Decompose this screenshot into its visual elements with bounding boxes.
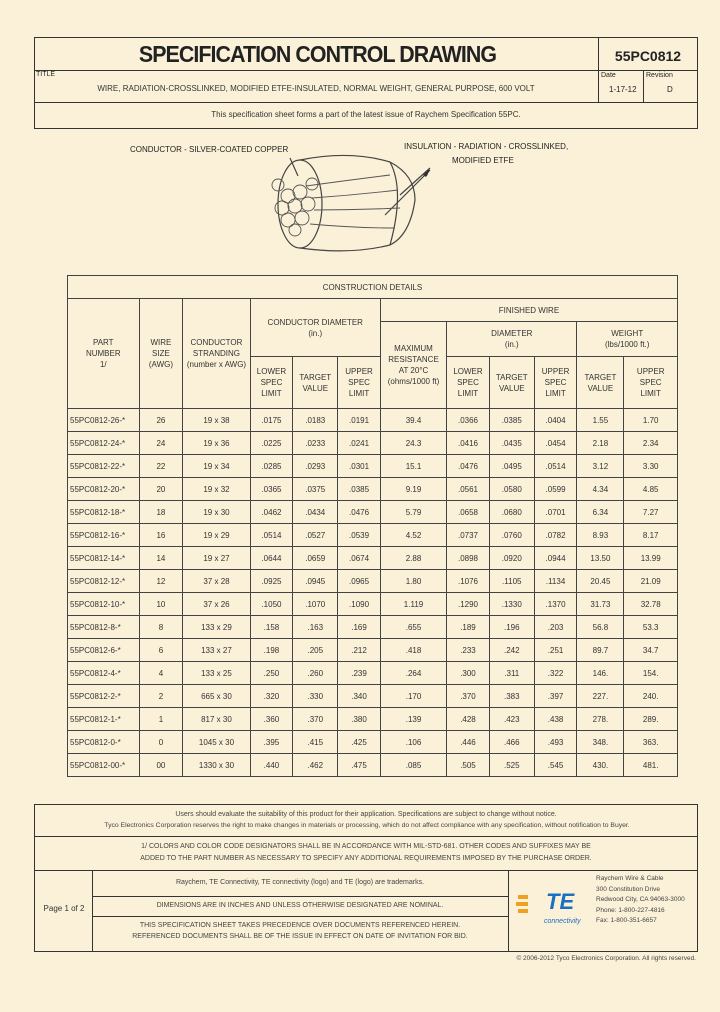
table-caption: CONSTRUCTION DETAILS bbox=[68, 276, 678, 299]
notice-suitability: Users should evaluate the suitability of this product for their application. Specifications are subject to change without notice. bbox=[175, 811, 557, 818]
table-cell: .0925 bbox=[250, 570, 293, 593]
table-cell: .0366 bbox=[447, 409, 490, 432]
table-row bbox=[68, 639, 678, 662]
table-cell: .330 bbox=[293, 685, 338, 708]
table-cell: .0285 bbox=[250, 455, 293, 478]
table-cell: 24 bbox=[139, 432, 183, 455]
table-cell: 55PC0812-2-* bbox=[68, 685, 140, 708]
table-cell: 13.50 bbox=[577, 547, 624, 570]
precedence-note-2: REFERENCED DOCUMENTS SHALL BE OF THE ISSUE IN EFFECT ON DATE OF INVITATION FOR BID. bbox=[132, 933, 468, 940]
table-cell: .260 bbox=[293, 662, 338, 685]
page-title: SPECIFICATION CONTROL DRAWING bbox=[138, 41, 497, 67]
table-cell: .1134 bbox=[534, 570, 577, 593]
table-cell: 4 bbox=[139, 662, 183, 685]
table-cell: .545 bbox=[534, 754, 577, 777]
table-cell: 19 x 38 bbox=[183, 409, 250, 432]
table-cell: 55PC0812-12-* bbox=[68, 570, 140, 593]
table-cell: 20.45 bbox=[577, 570, 624, 593]
table-cell: .0301 bbox=[338, 455, 381, 478]
table-row bbox=[68, 616, 678, 639]
table-cell: 8 bbox=[139, 616, 183, 639]
table-row bbox=[68, 570, 678, 593]
table-cell: .0920 bbox=[489, 547, 534, 570]
sub-target: TARGET VALUE bbox=[577, 357, 624, 409]
table-row bbox=[68, 708, 678, 731]
table-row bbox=[68, 662, 678, 685]
table-cell: .322 bbox=[534, 662, 577, 685]
table-cell: 12 bbox=[139, 570, 183, 593]
table-cell: 2 bbox=[139, 685, 183, 708]
table-cell: 13.99 bbox=[624, 547, 678, 570]
table-cell: 146. bbox=[577, 662, 624, 685]
col-conductor-diameter: CONDUCTOR DIAMETER (in.) bbox=[250, 299, 380, 357]
table-cell: .1076 bbox=[447, 570, 490, 593]
table-cell: 1.55 bbox=[577, 409, 624, 432]
table-cell: .505 bbox=[447, 754, 490, 777]
table-cell: 3.30 bbox=[624, 455, 678, 478]
table-cell: .0183 bbox=[293, 409, 338, 432]
table-cell: 4.34 bbox=[577, 478, 624, 501]
table-cell: .0658 bbox=[447, 501, 490, 524]
date-value: 1-17-12 bbox=[609, 85, 637, 94]
te-logo bbox=[516, 885, 590, 935]
table-cell: 6 bbox=[139, 639, 183, 662]
table-cell: .0680 bbox=[489, 501, 534, 524]
table-cell: .525 bbox=[489, 754, 534, 777]
wire-illustration bbox=[240, 140, 460, 260]
table-cell: .0233 bbox=[293, 432, 338, 455]
table-cell: 1045 x 30 bbox=[183, 731, 250, 754]
table-cell: .0404 bbox=[534, 409, 577, 432]
table-cell: .0293 bbox=[293, 455, 338, 478]
table-cell: .423 bbox=[489, 708, 534, 731]
table-cell: 2.18 bbox=[577, 432, 624, 455]
table-row bbox=[68, 455, 678, 478]
table-cell: .0365 bbox=[250, 478, 293, 501]
table-cell: .170 bbox=[380, 685, 446, 708]
sub-upper: UPPER SPEC LIMIT bbox=[624, 357, 678, 409]
table-cell: 278. bbox=[577, 708, 624, 731]
spec-note: This specification sheet forms a part of the latest issue of Raychem Specification 55PC. bbox=[211, 110, 521, 119]
table-cell: 14 bbox=[139, 547, 183, 570]
table-cell: 39.4 bbox=[380, 409, 446, 432]
table-cell: 34.7 bbox=[624, 639, 678, 662]
table-row bbox=[68, 547, 678, 570]
table-cell: .1105 bbox=[489, 570, 534, 593]
table-cell: 31.73 bbox=[577, 593, 624, 616]
table-cell: 8.93 bbox=[577, 524, 624, 547]
col-max-resistance: MAXIMUM RESISTANCE AT 20°C (ohms/1000 ft) bbox=[380, 322, 446, 409]
table-cell: 1.70 bbox=[624, 409, 678, 432]
table-cell: 348. bbox=[577, 731, 624, 754]
table-cell: .0241 bbox=[338, 432, 381, 455]
table-cell: 4.52 bbox=[380, 524, 446, 547]
table-cell: .1290 bbox=[447, 593, 490, 616]
table-cell: .189 bbox=[447, 616, 490, 639]
col-stranding: CONDUCTOR STRANDING (number x AWG) bbox=[183, 299, 250, 409]
table-cell: 55PC0812-24-* bbox=[68, 432, 140, 455]
table-cell: 55PC0812-00-* bbox=[68, 754, 140, 777]
table-cell: .0527 bbox=[293, 524, 338, 547]
table-cell: .0644 bbox=[250, 547, 293, 570]
table-cell: .163 bbox=[293, 616, 338, 639]
table-cell: .475 bbox=[338, 754, 381, 777]
table-cell: .1330 bbox=[489, 593, 534, 616]
table-cell: .0191 bbox=[338, 409, 381, 432]
table-cell: 8.17 bbox=[624, 524, 678, 547]
table-cell: .0599 bbox=[534, 478, 577, 501]
table-cell: 55PC0812-6-* bbox=[68, 639, 140, 662]
table-cell: .0737 bbox=[447, 524, 490, 547]
table-cell: 37 x 28 bbox=[183, 570, 250, 593]
table-cell: 22 bbox=[139, 455, 183, 478]
table-cell: 9.19 bbox=[380, 478, 446, 501]
table-cell: .0659 bbox=[293, 547, 338, 570]
table-cell: 53.3 bbox=[624, 616, 678, 639]
table-cell: .0225 bbox=[250, 432, 293, 455]
table-cell: .0561 bbox=[447, 478, 490, 501]
table-cell: .196 bbox=[489, 616, 534, 639]
table-cell: 55PC0812-26-* bbox=[68, 409, 140, 432]
table-cell: 2.34 bbox=[624, 432, 678, 455]
table-cell: .370 bbox=[447, 685, 490, 708]
col-wire-size: WIRE SIZE (AWG) bbox=[139, 299, 183, 409]
table-cell: .300 bbox=[447, 662, 490, 685]
table-cell: .0375 bbox=[293, 478, 338, 501]
table-cell: .0385 bbox=[489, 409, 534, 432]
table-cell: .251 bbox=[534, 639, 577, 662]
table-cell: 55PC0812-1-* bbox=[68, 708, 140, 731]
sub-target: TARGET VALUE bbox=[293, 357, 338, 409]
table-cell: .360 bbox=[250, 708, 293, 731]
table-cell: .0495 bbox=[489, 455, 534, 478]
table-cell: .085 bbox=[380, 754, 446, 777]
table-body bbox=[68, 409, 678, 777]
table-row bbox=[68, 731, 678, 754]
finished-wire-header: FINISHED WIRE bbox=[380, 299, 677, 322]
document-number: 55PC0812 bbox=[614, 48, 682, 64]
table-cell: 133 x 27 bbox=[183, 639, 250, 662]
table-cell: .1050 bbox=[250, 593, 293, 616]
table-cell: .415 bbox=[293, 731, 338, 754]
table-cell: 1.119 bbox=[380, 593, 446, 616]
revision-value: D bbox=[667, 85, 673, 94]
table-cell: 55PC0812-10-* bbox=[68, 593, 140, 616]
table-row bbox=[68, 754, 678, 777]
table-cell: .0674 bbox=[338, 547, 381, 570]
trademark-note: Raychem, TE Connectivity, TE connectivity (logo) and TE (logo) are trademarks. bbox=[175, 879, 425, 886]
table-cell: 55PC0812-8-* bbox=[68, 616, 140, 639]
table-cell: 55PC0812-4-* bbox=[68, 662, 140, 685]
table-cell: 19 x 29 bbox=[183, 524, 250, 547]
table-cell: 19 x 30 bbox=[183, 501, 250, 524]
table-cell: .0898 bbox=[447, 547, 490, 570]
table-cell: 133 x 29 bbox=[183, 616, 250, 639]
table-cell: .203 bbox=[534, 616, 577, 639]
table-cell: 10 bbox=[139, 593, 183, 616]
table-cell: 00 bbox=[139, 754, 183, 777]
precedence-note-1: THIS SPECIFICATION SHEET TAKES PRECEDENCE OVER DOCUMENTS REFERENCED HEREIN. bbox=[139, 922, 461, 929]
address-block: Raychem Wire & Cable 300 Constitution Drive Redwood City, CA 94063-3000 Phone: 1-800-227-4816 Fax: 1-800-351-6657 bbox=[596, 875, 685, 924]
table-cell: 18 bbox=[139, 501, 183, 524]
table-cell: .466 bbox=[489, 731, 534, 754]
table-cell: .1370 bbox=[534, 593, 577, 616]
table-cell: 3.12 bbox=[577, 455, 624, 478]
col-diameter: DIAMETER (in.) bbox=[447, 322, 577, 357]
table-cell: .0175 bbox=[250, 409, 293, 432]
table-cell: .340 bbox=[338, 685, 381, 708]
table-cell: 133 x 25 bbox=[183, 662, 250, 685]
te-logo-subtext: connectivity bbox=[544, 918, 581, 925]
table-cell: 55PC0812-14-* bbox=[68, 547, 140, 570]
table-cell: 7.27 bbox=[624, 501, 678, 524]
table-cell: 24.3 bbox=[380, 432, 446, 455]
table-cell: .370 bbox=[293, 708, 338, 731]
table-cell: 817 x 30 bbox=[183, 708, 250, 731]
table-cell: .239 bbox=[338, 662, 381, 685]
table-cell: .0514 bbox=[534, 455, 577, 478]
table-row bbox=[68, 685, 678, 708]
table-cell: .1090 bbox=[338, 593, 381, 616]
note-colors-1: 1/ COLORS AND COLOR CODE DESIGNATORS SHALL BE IN ACCORDANCE WITH MIL-STD-681. OTHER CODES AND SUFFIXES MAY BE bbox=[141, 843, 591, 850]
table-cell: 289. bbox=[624, 708, 678, 731]
table-cell: .0476 bbox=[338, 501, 381, 524]
table-cell: .139 bbox=[380, 708, 446, 731]
title-label: TITLE bbox=[36, 71, 56, 78]
insulation-label-1: INSULATION - RADIATION - CROSSLINKED, bbox=[404, 142, 569, 151]
table-cell: .250 bbox=[250, 662, 293, 685]
table-row bbox=[68, 593, 678, 616]
table-cell: 26 bbox=[139, 409, 183, 432]
table-cell: 154. bbox=[624, 662, 678, 685]
table-cell: 89.7 bbox=[577, 639, 624, 662]
table-cell: 19 x 32 bbox=[183, 478, 250, 501]
table-cell: .169 bbox=[338, 616, 381, 639]
table-cell: 37 x 26 bbox=[183, 593, 250, 616]
table-cell: .0701 bbox=[534, 501, 577, 524]
table-cell: .0760 bbox=[489, 524, 534, 547]
table-cell: .0462 bbox=[250, 501, 293, 524]
table-cell: 32.78 bbox=[624, 593, 678, 616]
note-colors-2: ADDED TO THE PART NUMBER AS NECESSARY TO SPECIFY ANY ADDITIONAL REQUIREMENTS IMPOSED BY THE PURCHASE ORDER. bbox=[140, 855, 592, 862]
table-cell: .0514 bbox=[250, 524, 293, 547]
table-row bbox=[68, 432, 678, 455]
table-cell: 227. bbox=[577, 685, 624, 708]
table-cell: .0965 bbox=[338, 570, 381, 593]
table-cell: .446 bbox=[447, 731, 490, 754]
table-cell: 56.8 bbox=[577, 616, 624, 639]
construction-table bbox=[67, 275, 678, 777]
table-cell: 665 x 30 bbox=[183, 685, 250, 708]
notice-changes: Tyco Electronics Corporation reserves the right to make changes in materials or processing, which do not affect compliance with any specification, without notification to Buyer. bbox=[104, 822, 630, 829]
table-cell: .428 bbox=[447, 708, 490, 731]
table-cell: .198 bbox=[250, 639, 293, 662]
table-cell: .311 bbox=[489, 662, 534, 685]
table-cell: .418 bbox=[380, 639, 446, 662]
table-cell: 20 bbox=[139, 478, 183, 501]
table-cell: 2.88 bbox=[380, 547, 446, 570]
sub-lower: LOWER SPEC LIMIT bbox=[250, 357, 293, 409]
table-cell: .205 bbox=[293, 639, 338, 662]
table-cell: .425 bbox=[338, 731, 381, 754]
table-cell: .438 bbox=[534, 708, 577, 731]
table-cell: .0476 bbox=[447, 455, 490, 478]
table-cell: 0 bbox=[139, 731, 183, 754]
sub-upper: UPPER SPEC LIMIT bbox=[534, 357, 577, 409]
table-cell: .0454 bbox=[534, 432, 577, 455]
table-cell: 5.79 bbox=[380, 501, 446, 524]
table-cell: 481. bbox=[624, 754, 678, 777]
table-cell: 240. bbox=[624, 685, 678, 708]
table-cell: .0435 bbox=[489, 432, 534, 455]
table-cell: 16 bbox=[139, 524, 183, 547]
insulation-label-2: MODIFIED ETFE bbox=[452, 156, 514, 165]
title-text: WIRE, RADIATION-CROSSLINKED, MODIFIED ETFE-INSULATED, NORMAL WEIGHT, GENERAL PURPOSE, 600 VOLT bbox=[97, 84, 535, 93]
table-cell: .1070 bbox=[293, 593, 338, 616]
table-cell: .233 bbox=[447, 639, 490, 662]
table-cell: 6.34 bbox=[577, 501, 624, 524]
table-cell: .212 bbox=[338, 639, 381, 662]
table-cell: .0944 bbox=[534, 547, 577, 570]
revision-label: Revision bbox=[646, 72, 673, 79]
table-cell: 1 bbox=[139, 708, 183, 731]
table-cell: .0539 bbox=[338, 524, 381, 547]
table-cell: .158 bbox=[250, 616, 293, 639]
table-cell: 363. bbox=[624, 731, 678, 754]
table-cell: 1330 x 30 bbox=[183, 754, 250, 777]
table-cell: .0434 bbox=[293, 501, 338, 524]
table-cell: 1.80 bbox=[380, 570, 446, 593]
table-cell: .462 bbox=[293, 754, 338, 777]
table-cell: 21.09 bbox=[624, 570, 678, 593]
table-cell: .0580 bbox=[489, 478, 534, 501]
sub-target: TARGET VALUE bbox=[489, 357, 534, 409]
table-cell: 55PC0812-16-* bbox=[68, 524, 140, 547]
table-cell: .0416 bbox=[447, 432, 490, 455]
table-cell: .320 bbox=[250, 685, 293, 708]
table-cell: 55PC0812-18-* bbox=[68, 501, 140, 524]
copyright: © 2006-2012 Tyco Electronics Corporation. All rights reserved. bbox=[516, 955, 696, 962]
table-cell: .655 bbox=[380, 616, 446, 639]
table-cell: .383 bbox=[489, 685, 534, 708]
te-logo-text: TE bbox=[546, 889, 575, 914]
table-cell: 19 x 36 bbox=[183, 432, 250, 455]
table-cell: 19 x 27 bbox=[183, 547, 250, 570]
table-cell: .380 bbox=[338, 708, 381, 731]
date-label: Date bbox=[601, 72, 616, 79]
table-cell: 55PC0812-0-* bbox=[68, 731, 140, 754]
table-cell: .0385 bbox=[338, 478, 381, 501]
table-cell: .440 bbox=[250, 754, 293, 777]
table-cell: .0945 bbox=[293, 570, 338, 593]
sub-upper: UPPER SPEC LIMIT bbox=[338, 357, 381, 409]
te-logo-mark-icon bbox=[516, 889, 546, 919]
table-cell: 430. bbox=[577, 754, 624, 777]
table-cell: 4.85 bbox=[624, 478, 678, 501]
table-cell: 19 x 34 bbox=[183, 455, 250, 478]
table-cell: .493 bbox=[534, 731, 577, 754]
table-cell: .106 bbox=[380, 731, 446, 754]
table-cell: .395 bbox=[250, 731, 293, 754]
table-cell: 55PC0812-20-* bbox=[68, 478, 140, 501]
dimensions-note: DIMENSIONS ARE IN INCHES AND UNLESS OTHERWISE DESIGNATED ARE NOMINAL. bbox=[156, 902, 444, 909]
col-part-number: PART NUMBER 1/ bbox=[68, 299, 140, 409]
table-cell: 55PC0812-22-* bbox=[68, 455, 140, 478]
table-row bbox=[68, 478, 678, 501]
table-row bbox=[68, 524, 678, 547]
table-cell: .397 bbox=[534, 685, 577, 708]
table-cell: .264 bbox=[380, 662, 446, 685]
table-row bbox=[68, 409, 678, 432]
table-cell: .242 bbox=[489, 639, 534, 662]
table-row bbox=[68, 501, 678, 524]
table-cell: 15.1 bbox=[380, 455, 446, 478]
table-cell: .0782 bbox=[534, 524, 577, 547]
sub-lower: LOWER SPEC LIMIT bbox=[447, 357, 490, 409]
conductor-label: CONDUCTOR - SILVER-COATED COPPER bbox=[130, 145, 289, 154]
col-weight: WEIGHT (lbs/1000 ft.) bbox=[577, 322, 678, 357]
page-number: Page 1 of 2 bbox=[43, 904, 85, 913]
